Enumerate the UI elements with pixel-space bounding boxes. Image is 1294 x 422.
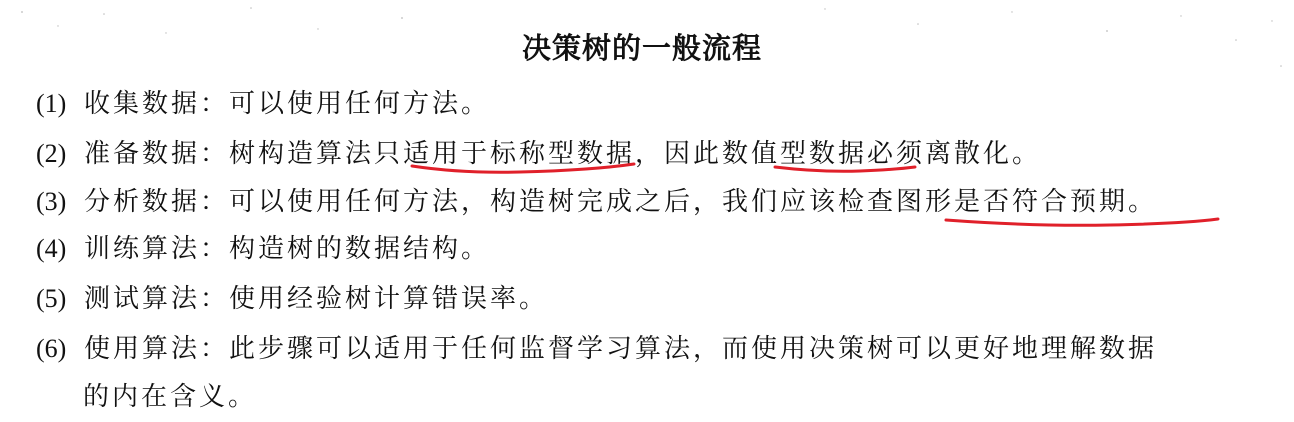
scan-speck <box>824 8 825 9</box>
list-item <box>36 232 490 266</box>
step-number: (4) <box>36 234 67 263</box>
list-item <box>36 282 548 316</box>
underline-mark <box>946 219 1218 225</box>
step-text-continuation: 的内在含义。 <box>83 382 258 412</box>
step-number: (3) <box>36 187 67 216</box>
page-title: 决策树的一般流程 <box>521 31 762 65</box>
step-number: (1) <box>36 89 67 118</box>
scan-speck <box>21 11 23 13</box>
scan-speck <box>401 17 403 19</box>
scan-speck <box>1271 20 1272 21</box>
step-text: 收集数据：可以使用任何方法。 <box>84 89 491 119</box>
list-item <box>36 87 490 121</box>
step-number: (2) <box>36 139 67 168</box>
list-item <box>36 185 1157 219</box>
scan-speck <box>1180 15 1181 16</box>
step-number: (5) <box>36 284 67 313</box>
scan-speck <box>917 23 919 25</box>
scan-speck <box>103 13 105 15</box>
scan-speck <box>250 7 252 9</box>
scan-speck <box>1011 11 1012 12</box>
step-text: 使用算法：此步骤可以适用于任何监督学习算法，而使用决策树可以更好地理解数据 <box>84 334 1158 364</box>
step-text: 分析数据：可以使用任何方法，构造树完成之后，我们应该检查图形是否符合预期。 <box>84 187 1158 217</box>
step-number: (6) <box>36 334 67 363</box>
list-item <box>36 332 1157 366</box>
step-text: 训练算法：构造树的数据结构。 <box>84 234 491 264</box>
step-text: 准备数据：树构造算法只适用于标称型数据，因此数值型数据必须离散化。 <box>84 139 1042 169</box>
step-text: 测试算法：使用经验树计算错误率。 <box>84 284 549 314</box>
list-item <box>36 137 1041 171</box>
